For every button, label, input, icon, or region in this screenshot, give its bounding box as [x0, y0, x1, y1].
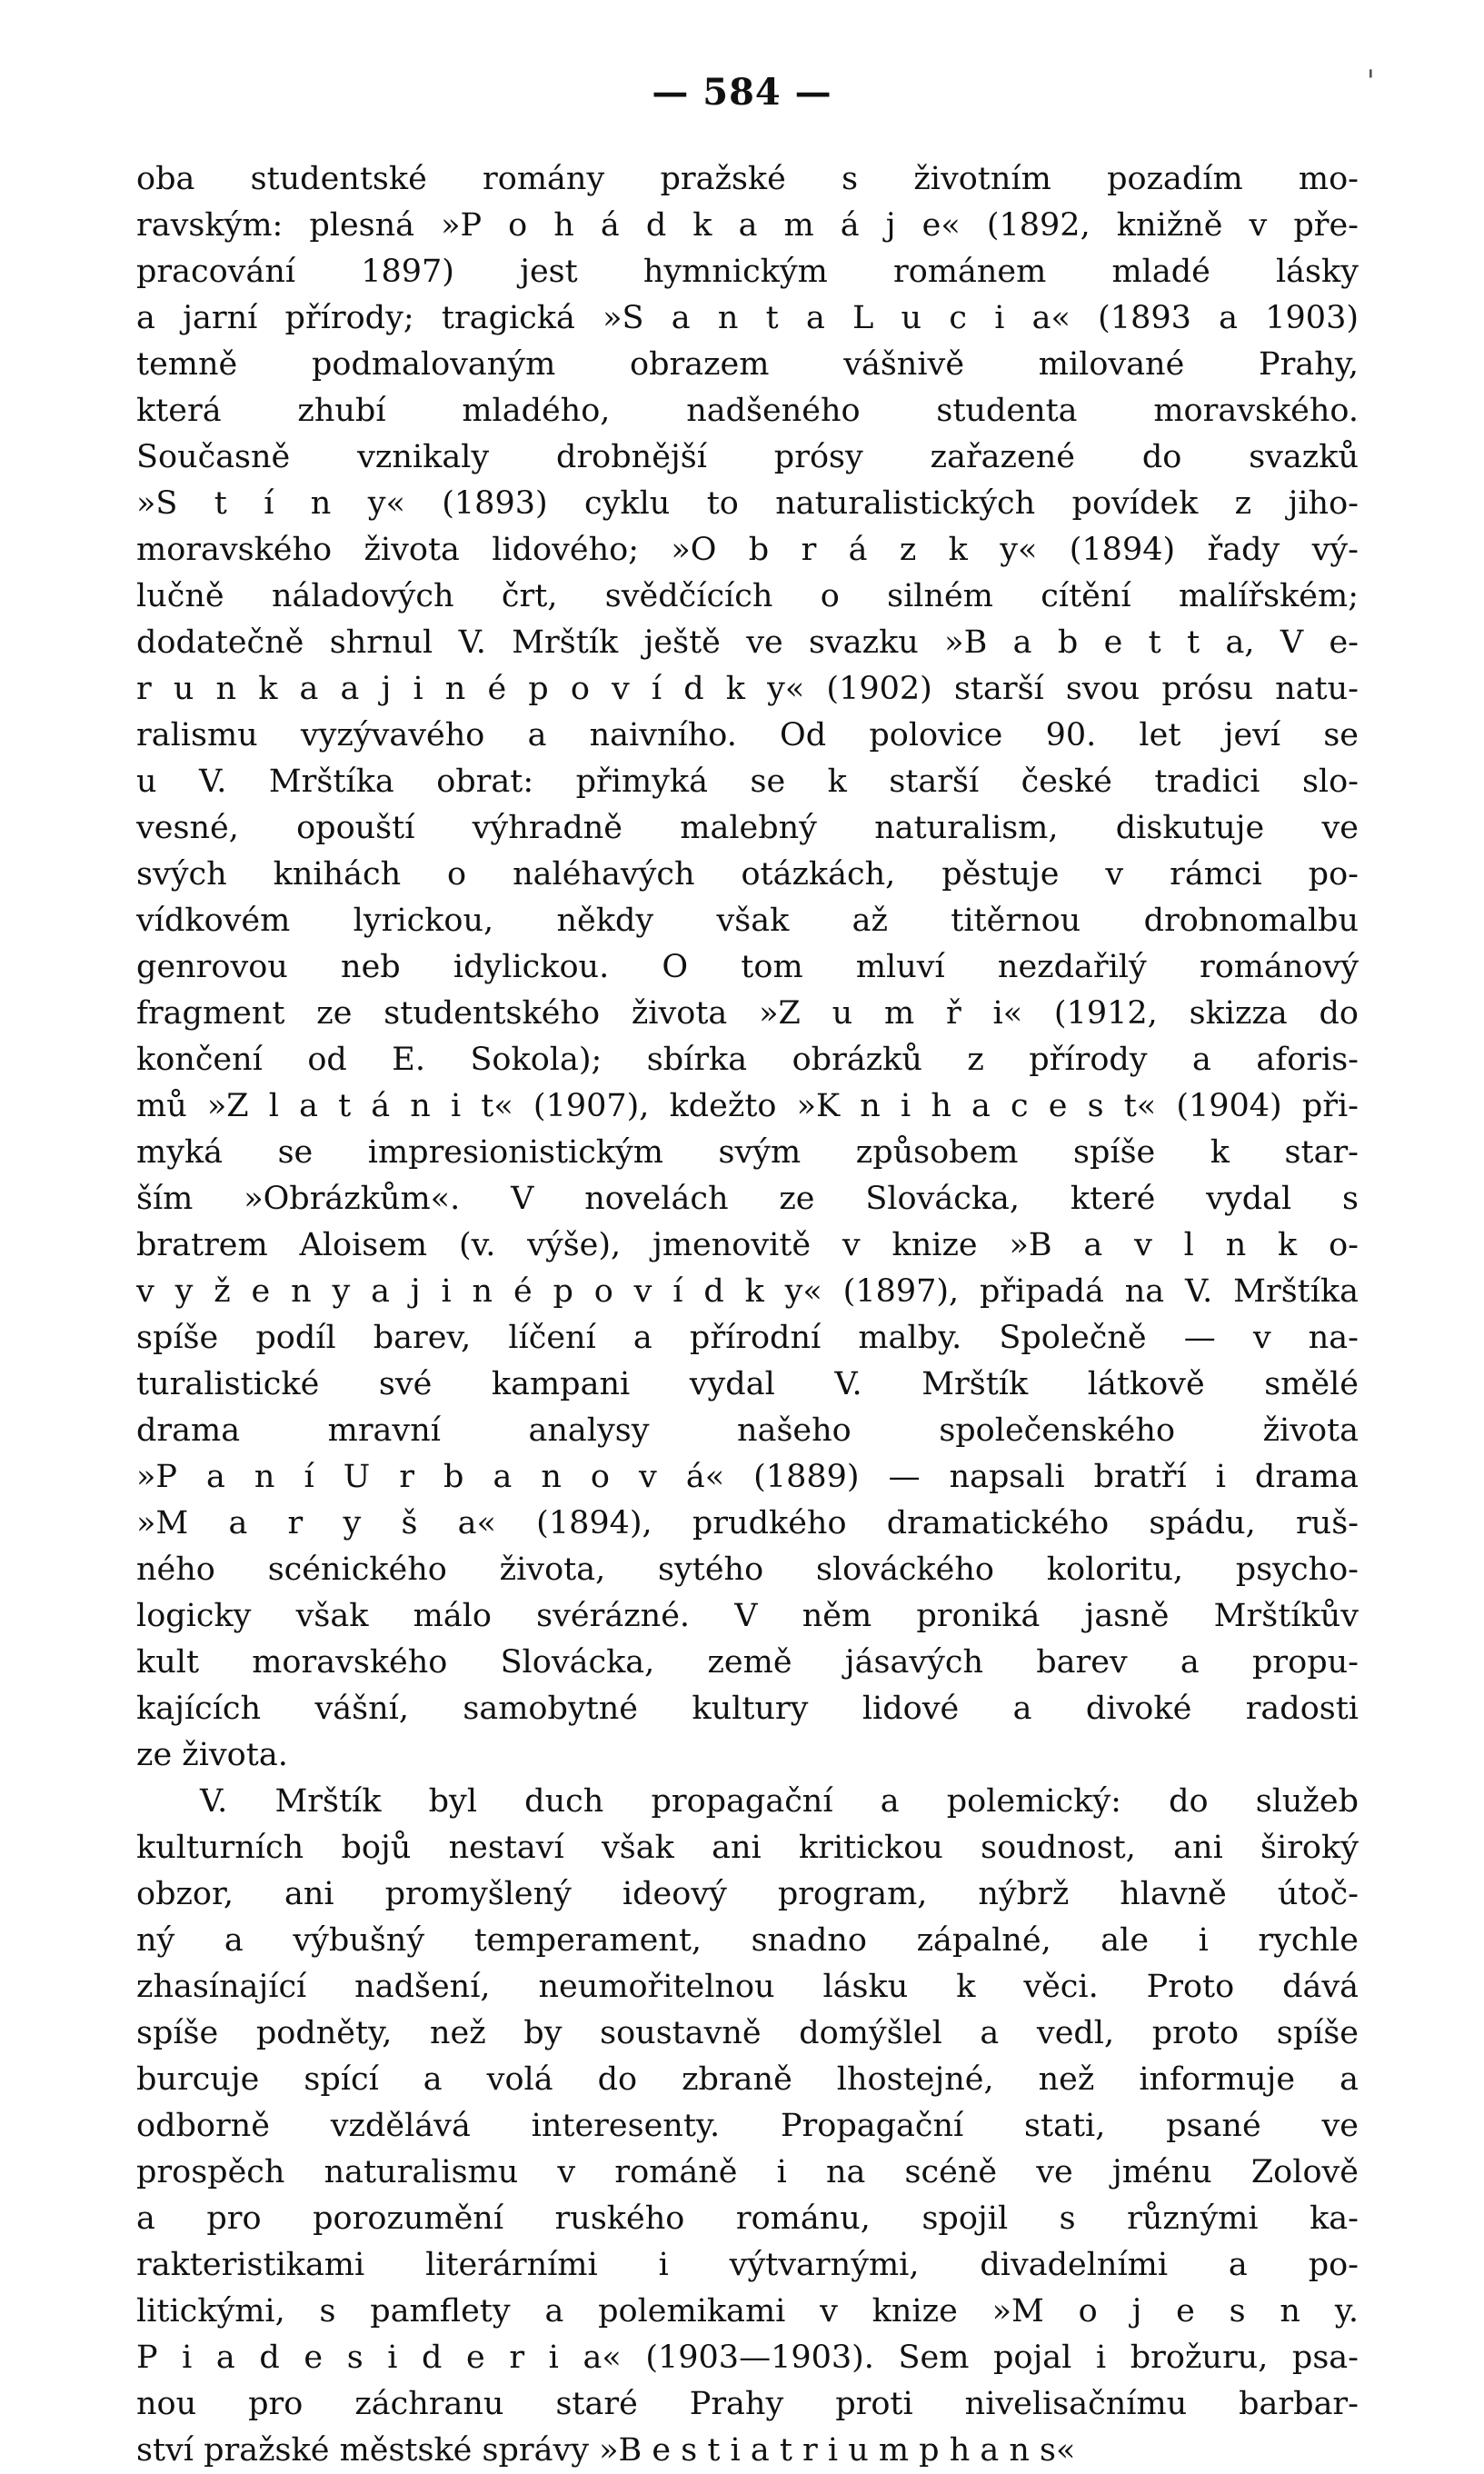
- text-line: u V. Mrštíka obrat: přimyká se k starší české tradici slo-: [136, 763, 1359, 800]
- text-line: ralismu vyzývavého a naivního. Od polovice 90. let jeví se: [136, 717, 1359, 753]
- text-line: zhasínající nadšení, neumořitelnou lásku k věci. Proto dává: [136, 1969, 1359, 2005]
- text-line: fragment ze studentského života »Z u m ř i« (1912, skizza do: [136, 995, 1359, 1032]
- text-line: rakteristikami literárními i výtvarnými, divadelními a po-: [136, 2247, 1359, 2283]
- text-line: odborně vzdělává interesenty. Propagační stati, psané ve: [136, 2108, 1359, 2144]
- text-line: burcuje spící a volá do zbraně lhostejné, než informuje a: [136, 2061, 1359, 2098]
- text-line: turalistické své kampani vydal V. Mrštík látkově smělé: [136, 1366, 1359, 1402]
- text-line: vídkovém lyrickou, někdy však až titěrnou drobnomalbu: [136, 903, 1359, 939]
- text-line: ného scénického života, sytého slováckého koloritu, psycho-: [136, 1551, 1359, 1588]
- text-line: v y ž e n y a j i n é p o v í d k y« (1897), připadá na V. Mrštíka: [136, 1273, 1359, 1310]
- text-line: »P a n í U r b a n o v á« (1889) — napsali bratří i drama: [136, 1459, 1359, 1495]
- text-line: svých knihách o naléhavých otázkách, pěstuje v rámci po-: [136, 856, 1359, 893]
- text-line: temně podmalovaným obrazem vášnivě milované Prahy,: [136, 346, 1359, 383]
- corner-mark: ': [1366, 64, 1375, 100]
- text-line: která zhubí mladého, nadšeného studenta moravského.: [136, 393, 1359, 429]
- text-line: spíše podíl barev, líčení a přírodní malby. Společně — v na-: [136, 1320, 1359, 1356]
- text-line: vesné, opouští výhradně malebný naturalism, diskutuje ve: [136, 810, 1359, 846]
- text-line: mů »Z l a t á n i t« (1907), kdežto »K n i h a c e s t« (1904) při-: [136, 1088, 1359, 1124]
- text-line: ravským: plesná »P o h á d k a m á j e« (1892, knižně v pře-: [136, 207, 1359, 244]
- body-text: [136, 156, 1359, 2474]
- text-line: spíše podněty, než by soustavně domýšlel a vedl, proto spíše: [136, 2015, 1359, 2051]
- text-line: »M a r y š a« (1894), prudkého dramatického spádu, ruš-: [136, 1505, 1359, 1541]
- text-line: r u n k a a j i n é p o v í d k y« (1902) starší svou prósu natu-: [136, 671, 1359, 707]
- text-line: kulturních bojů nestaví však ani kritickou soudnost, ani široký: [136, 1830, 1359, 1866]
- text-line: ze života.: [136, 1737, 288, 1773]
- text-line: »S t í n y« (1893) cyklu to naturalistických povídek z jiho-: [136, 485, 1359, 522]
- text-line: myká se impresionistickým svým způsobem spíše k star-: [136, 1134, 1359, 1171]
- text-line: ství pražské městské správy »B e s t i a t r i u m p h a n s«: [136, 2432, 1076, 2469]
- text-line: V. Mrštík byl duch propagační a polemický: do služeb: [200, 1783, 1359, 1820]
- text-line: dodatečně shrnul V. Mrštík ještě ve svazku »B a b e t t a, V e-: [136, 624, 1359, 661]
- text-line: a pro porozumění ruského románu, spojil s různými ka-: [136, 2200, 1359, 2237]
- text-line: končení od E. Sokola); sbírka obrázků z přírody a aforis-: [136, 1042, 1359, 1078]
- text-line: ším »Obrázkům«. V novelách ze Slovácka, které vydal s: [136, 1181, 1359, 1217]
- text-line: drama mravní analysy našeho společenského života: [136, 1412, 1359, 1449]
- text-line: obzor, ani promyšlený ideový program, nýbrž hlavně útoč-: [136, 1876, 1359, 1912]
- text-line: Současně vznikaly drobnější prósy zařazené do svazků: [136, 439, 1359, 475]
- text-line: a jarní přírody; tragická »S a n t a L u c i a« (1893 a 1903): [136, 300, 1359, 336]
- text-line: kult moravského Slovácka, země jásavých barev a propu-: [136, 1644, 1359, 1681]
- text-line: prospěch naturalismu v románě i na scéně ve jménu Zolově: [136, 2154, 1359, 2190]
- text-line: lučně náladových črt, svědčících o silném cítění malířském;: [136, 578, 1359, 614]
- text-line: pracování 1897) jest hymnickým románem mladé lásky: [136, 254, 1359, 290]
- text-line: bratrem Aloisem (v. výše), jmenovitě v knize »B a v l n k o-: [136, 1227, 1359, 1263]
- text-line: genrovou neb idylickou. O tom mluví nezdařilý románový: [136, 949, 1359, 985]
- text-line: litickými, s pamflety a polemikami v knize »M o j e s n y.: [136, 2293, 1359, 2329]
- text-line: nou pro záchranu staré Prahy proti nivelisačnímu barbar-: [136, 2386, 1359, 2422]
- text-line: ný a výbušný temperament, snadno zápalné, ale i rychle: [136, 1922, 1359, 1959]
- page-number: — 584 —: [652, 71, 832, 114]
- text-line: P i a d e s i d e r i a« (1903—1903). Sem pojal i brožuru, psa-: [136, 2339, 1359, 2376]
- text-line: oba studentské romány pražské s životním pozadím mo-: [136, 161, 1359, 197]
- text-line: moravského života lidového; »O b r á z k y« (1894) řady vý-: [136, 532, 1359, 568]
- text-line: kajících vášní, samobytné kultury lidové a divoké radosti: [136, 1691, 1359, 1727]
- text-line: logicky však málo svérázné. V něm proniká jasně Mrštíkův: [136, 1598, 1359, 1634]
